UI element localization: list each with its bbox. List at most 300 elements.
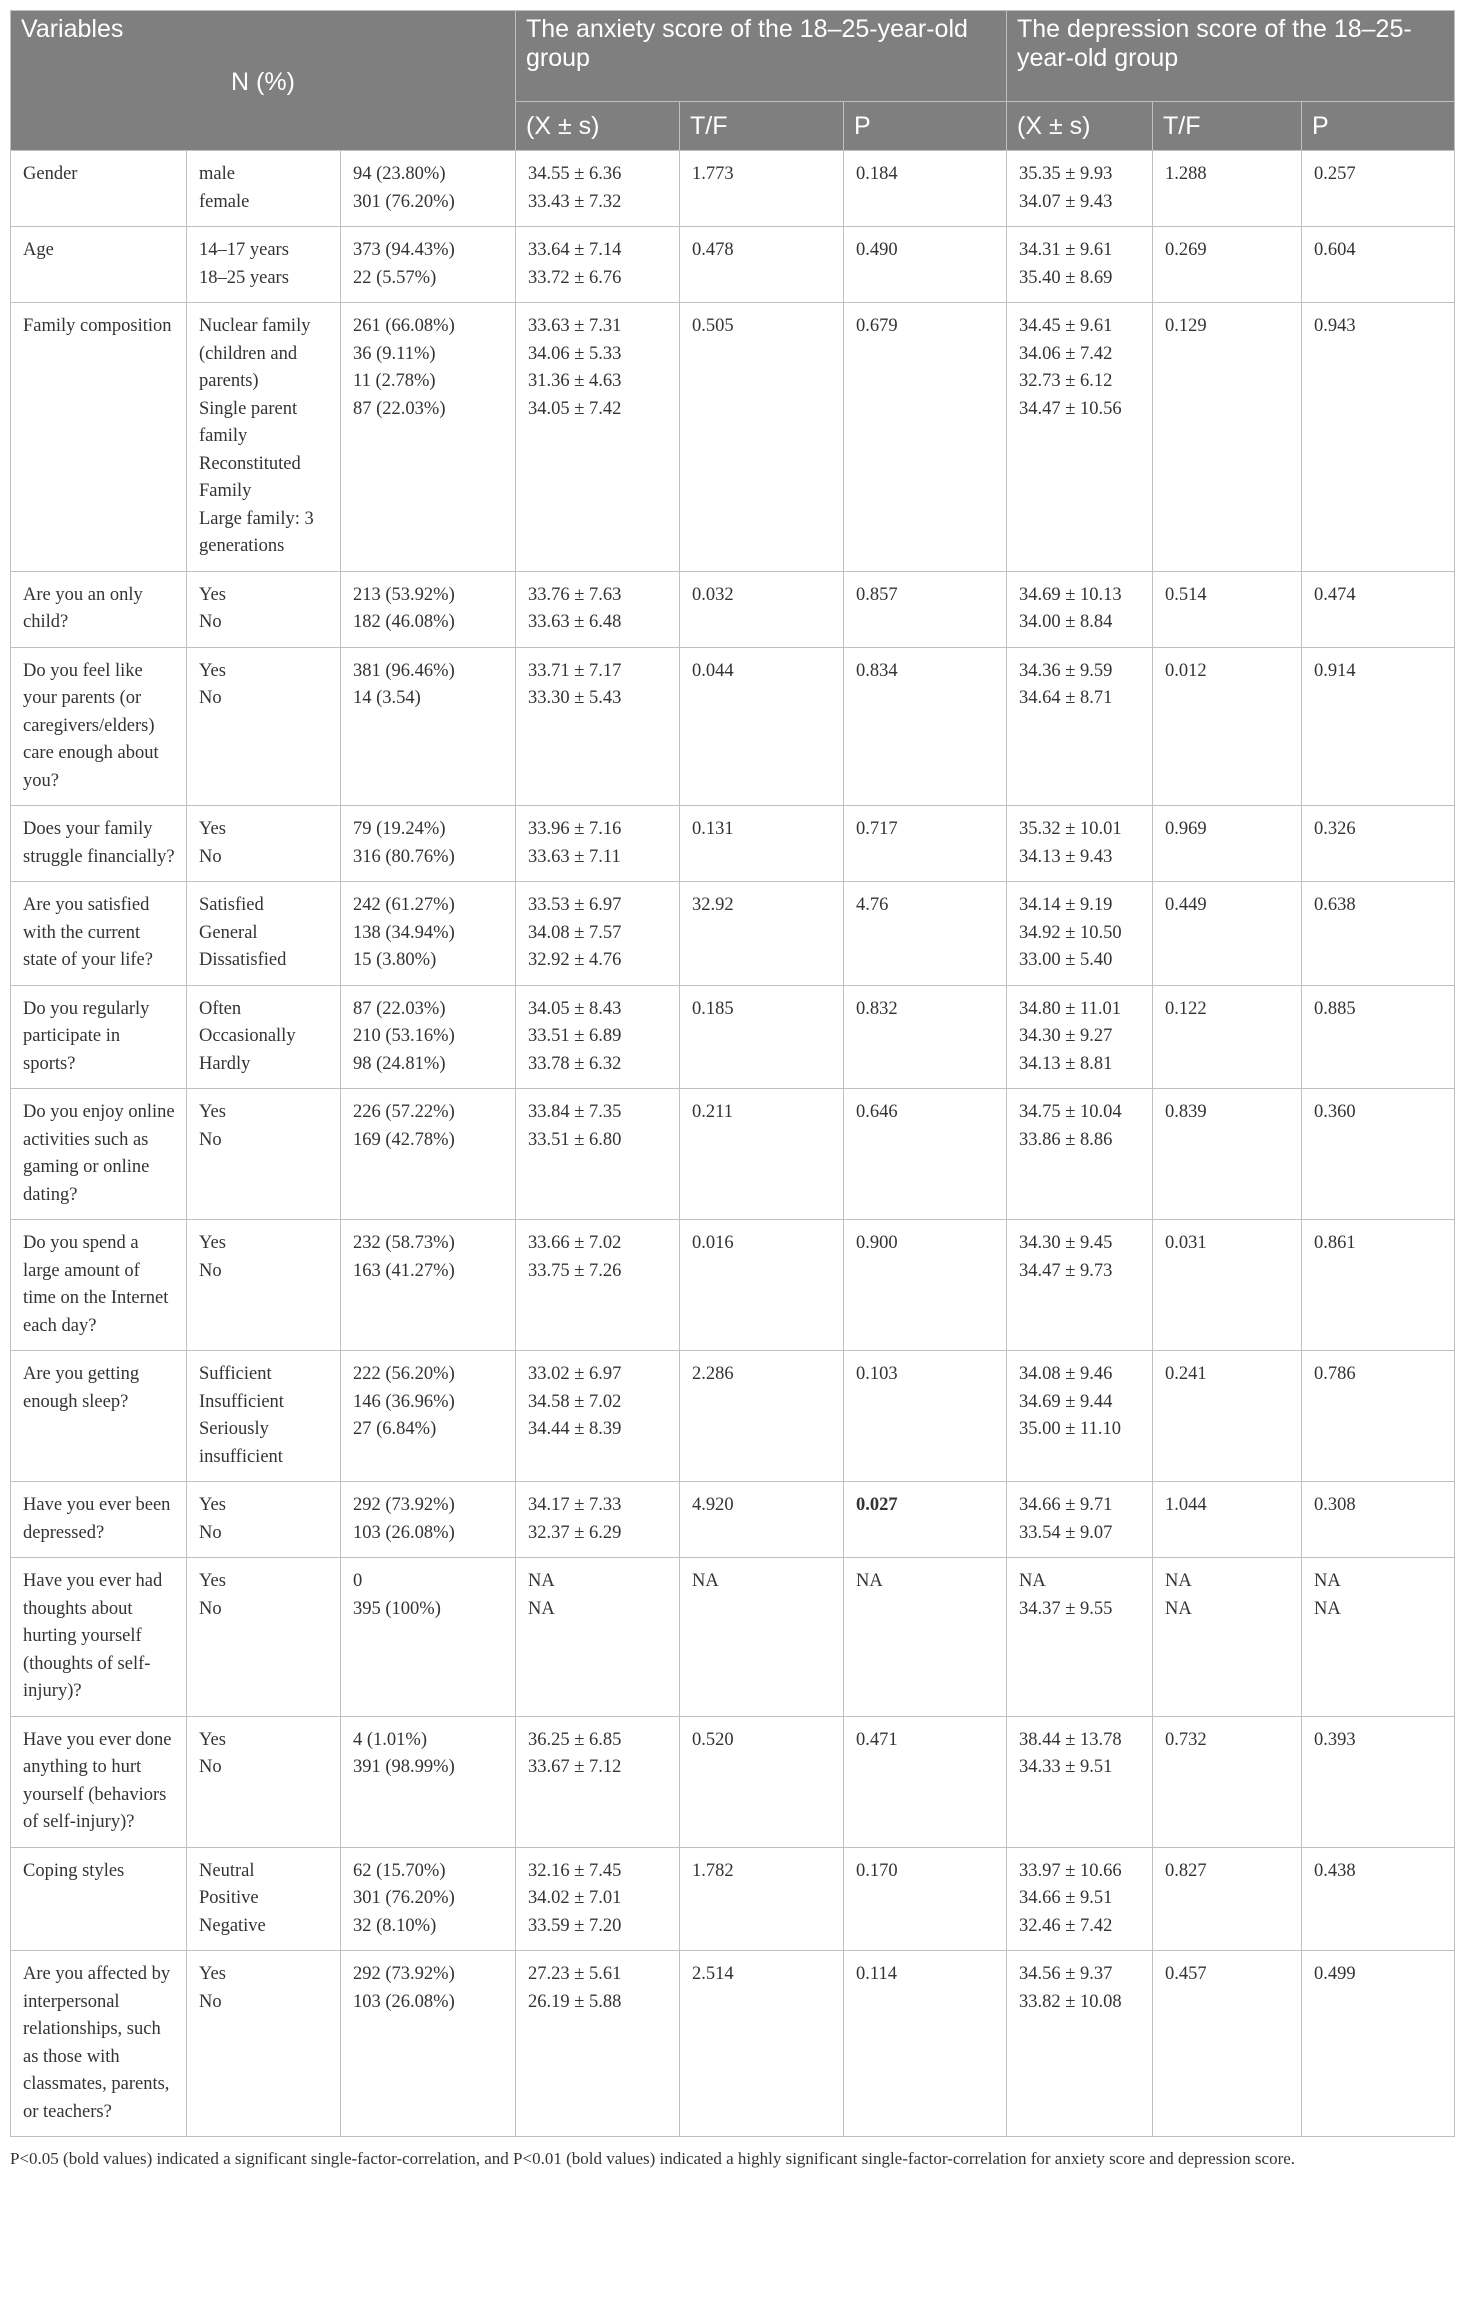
cell-n-percent-line: 14 (3.54) bbox=[353, 688, 421, 708]
cell-categories bbox=[187, 1351, 341, 1482]
cell-variable bbox=[11, 1951, 187, 2137]
cell-depression-mean-sd-line: 34.36 ± 9.59 bbox=[1019, 660, 1113, 681]
cell-anxiety-p bbox=[844, 151, 1007, 227]
cell-anxiety-tf bbox=[680, 1089, 844, 1220]
cell-depression-tf bbox=[1153, 151, 1302, 227]
cell-n-percent-line: 213 (53.92%) bbox=[353, 584, 455, 605]
table-row bbox=[11, 985, 1455, 1089]
cell-anxiety-p bbox=[844, 806, 1007, 882]
header-anxiety-tf: T/F bbox=[680, 102, 844, 151]
cell-anxiety-mean-sd-line: 33.72 ± 6.76 bbox=[528, 267, 622, 288]
cell-depression-p bbox=[1302, 1220, 1455, 1351]
cell-anxiety-mean-sd-line: 33.78 ± 6.32 bbox=[528, 1053, 622, 1074]
header-anxiety-group: The anxiety score of the 18–25-year-old group bbox=[516, 11, 1007, 102]
cell-anxiety-p bbox=[844, 303, 1007, 572]
cell-depression-p-line: NA bbox=[1314, 1598, 1341, 1619]
cell-anxiety-tf-value: 0.520 bbox=[692, 1729, 734, 1750]
header-anxiety-mean-sd: (X ± s) bbox=[516, 102, 680, 151]
cell-n-percent-line: 182 (46.08%) bbox=[353, 612, 455, 632]
cell-depression-p bbox=[1302, 647, 1455, 806]
cell-anxiety-mean-sd-line: 34.06 ± 5.33 bbox=[528, 343, 622, 364]
cell-categories bbox=[187, 806, 341, 882]
cell-depression-tf-line: NA bbox=[1165, 1598, 1192, 1619]
cell-depression-mean-sd bbox=[1007, 1847, 1153, 1951]
cell-categories-line: Yes bbox=[199, 819, 226, 839]
cell-n-percent-line: 301 (76.20%) bbox=[353, 1888, 455, 1908]
cell-anxiety-mean-sd-line: NA bbox=[528, 1571, 555, 1591]
cell-n-percent-line: 301 (76.20%) bbox=[353, 191, 455, 212]
cell-depression-mean-sd bbox=[1007, 1716, 1153, 1847]
cell-categories bbox=[187, 1089, 341, 1220]
cell-anxiety-tf bbox=[680, 985, 844, 1089]
cell-categories-line: Satisfied bbox=[199, 895, 264, 915]
cell-depression-tf-value: 0.129 bbox=[1165, 316, 1207, 336]
cell-depression-mean-sd-line: 32.73 ± 6.12 bbox=[1019, 371, 1113, 391]
cell-anxiety-p-value: 0.027 bbox=[856, 1495, 898, 1515]
cell-categories-line: Negative bbox=[199, 1915, 266, 1936]
cell-anxiety-tf bbox=[680, 227, 844, 303]
cell-depression-mean-sd-line: 34.07 ± 9.43 bbox=[1019, 191, 1113, 212]
cell-depression-tf bbox=[1153, 1089, 1302, 1220]
cell-anxiety-mean-sd-line: 32.37 ± 6.29 bbox=[528, 1522, 622, 1543]
table-row bbox=[11, 806, 1455, 882]
cell-categories-line: Hardly bbox=[199, 1053, 251, 1074]
cell-categories-line: No bbox=[199, 1129, 222, 1150]
cell-anxiety-mean-sd-line: 33.67 ± 7.12 bbox=[528, 1757, 622, 1777]
cell-anxiety-p bbox=[844, 1558, 1007, 1717]
cell-depression-tf bbox=[1153, 1351, 1302, 1482]
cell-depression-mean-sd-line: 34.13 ± 8.81 bbox=[1019, 1053, 1113, 1074]
cell-n-percent-line: 98 (24.81%) bbox=[353, 1053, 446, 1074]
cell-depression-mean-sd-line: 34.33 ± 9.51 bbox=[1019, 1757, 1113, 1777]
cell-depression-mean-sd-line: 34.69 ± 10.13 bbox=[1019, 584, 1122, 605]
cell-categories-line: No bbox=[199, 1522, 222, 1543]
cell-anxiety-p-value: 0.679 bbox=[856, 316, 898, 336]
cell-variable-value: Have you ever been depressed? bbox=[23, 1495, 171, 1543]
cell-anxiety-mean-sd-line: 33.84 ± 7.35 bbox=[528, 1102, 622, 1122]
cell-variable bbox=[11, 806, 187, 882]
cell-n-percent-line: 261 (66.08%) bbox=[353, 316, 455, 336]
cell-n-percent bbox=[341, 1847, 516, 1951]
cell-anxiety-p-value: 0.717 bbox=[856, 819, 898, 839]
cell-n-percent bbox=[341, 647, 516, 806]
cell-n-percent-line: 222 (56.20%) bbox=[353, 1364, 455, 1384]
cell-depression-mean-sd bbox=[1007, 1089, 1153, 1220]
cell-categories-line: Nuclear family (children and parents) bbox=[199, 316, 311, 391]
cell-variable-value: Do you feel like your parents (or caregivers/elders) care enough about you? bbox=[23, 660, 159, 791]
cell-categories-line: No bbox=[199, 1598, 222, 1619]
cell-anxiety-mean-sd-line: 33.63 ± 7.11 bbox=[528, 846, 621, 867]
cell-depression-p bbox=[1302, 1847, 1455, 1951]
cell-categories-line: Yes bbox=[199, 1102, 226, 1122]
cell-depression-tf bbox=[1153, 303, 1302, 572]
cell-categories-line: 18–25 years bbox=[199, 267, 289, 288]
cell-anxiety-p bbox=[844, 1847, 1007, 1951]
cell-anxiety-p bbox=[844, 1716, 1007, 1847]
cell-depression-p bbox=[1302, 303, 1455, 572]
cell-n-percent-line: 163 (41.27%) bbox=[353, 1260, 455, 1281]
cell-categories-line: No bbox=[199, 688, 222, 708]
cell-categories-line: No bbox=[199, 1260, 222, 1281]
cell-anxiety-mean-sd bbox=[516, 151, 680, 227]
cell-depression-p bbox=[1302, 985, 1455, 1089]
cell-depression-tf bbox=[1153, 647, 1302, 806]
cell-variable-value: Have you ever done anything to hurt yourself (behaviors of self-injury)? bbox=[23, 1729, 172, 1832]
cell-depression-mean-sd bbox=[1007, 1482, 1153, 1558]
cell-anxiety-mean-sd-line: 34.55 ± 6.36 bbox=[528, 164, 622, 184]
cell-anxiety-mean-sd bbox=[516, 882, 680, 986]
cell-variable bbox=[11, 1089, 187, 1220]
cell-anxiety-tf-value: 0.185 bbox=[692, 998, 734, 1019]
cell-anxiety-mean-sd-line: 36.25 ± 6.85 bbox=[528, 1729, 622, 1750]
cell-anxiety-mean-sd bbox=[516, 1220, 680, 1351]
cell-categories-line: Yes bbox=[199, 660, 226, 681]
header-depression-p: P bbox=[1302, 102, 1455, 151]
cell-anxiety-tf-value: 2.514 bbox=[692, 1964, 734, 1984]
cell-variable-value: Do you enjoy online activities such as gaming or online dating? bbox=[23, 1102, 175, 1205]
cell-categories bbox=[187, 151, 341, 227]
header-variables bbox=[11, 11, 516, 151]
cell-anxiety-tf bbox=[680, 1482, 844, 1558]
cell-categories-line: No bbox=[199, 612, 222, 632]
cell-depression-p bbox=[1302, 151, 1455, 227]
cell-depression-mean-sd-line: 33.82 ± 10.08 bbox=[1019, 1991, 1122, 2012]
cell-n-percent bbox=[341, 806, 516, 882]
table-row bbox=[11, 571, 1455, 647]
table-row bbox=[11, 1951, 1455, 2137]
cell-anxiety-p bbox=[844, 882, 1007, 986]
cell-categories-line: Sufficient bbox=[199, 1364, 272, 1384]
cell-categories-line: General bbox=[199, 922, 258, 943]
cell-anxiety-tf-value: 0.131 bbox=[692, 819, 734, 839]
cell-n-percent-line: 232 (58.73%) bbox=[353, 1233, 455, 1253]
cell-depression-tf-value: 0.012 bbox=[1165, 660, 1207, 681]
cell-depression-p-value: 0.438 bbox=[1314, 1860, 1356, 1881]
cell-n-percent bbox=[341, 1558, 516, 1717]
cell-depression-p-value: 0.257 bbox=[1314, 164, 1356, 184]
cell-n-percent-line: 36 (9.11%) bbox=[353, 343, 436, 364]
cell-anxiety-p-value: 0.184 bbox=[856, 164, 898, 184]
cell-depression-mean-sd-line: 34.31 ± 9.61 bbox=[1019, 240, 1113, 260]
cell-variable-value: Are you getting enough sleep? bbox=[23, 1364, 140, 1412]
cell-depression-tf-value: 0.241 bbox=[1165, 1364, 1207, 1384]
cell-depression-p-value: 0.914 bbox=[1314, 660, 1356, 681]
cell-n-percent-line: 32 (8.10%) bbox=[353, 1915, 437, 1936]
cell-depression-p-value: 0.943 bbox=[1314, 316, 1356, 336]
cell-depression-mean-sd-line: 35.35 ± 9.93 bbox=[1019, 164, 1113, 184]
cell-anxiety-tf-value: 0.211 bbox=[692, 1102, 733, 1122]
cell-anxiety-tf bbox=[680, 1847, 844, 1951]
cell-anxiety-p-value: NA bbox=[856, 1571, 883, 1591]
header-anxiety-p: P bbox=[844, 102, 1007, 151]
cell-depression-p bbox=[1302, 1482, 1455, 1558]
cell-depression-tf-value: 0.827 bbox=[1165, 1860, 1207, 1881]
cell-n-percent-line: 242 (61.27%) bbox=[353, 895, 455, 915]
cell-n-percent bbox=[341, 1951, 516, 2137]
cell-anxiety-tf-value: 0.044 bbox=[692, 660, 734, 681]
cell-categories-line: Positive bbox=[199, 1888, 259, 1908]
cell-depression-p-value: 0.474 bbox=[1314, 584, 1356, 605]
cell-variable bbox=[11, 151, 187, 227]
cell-n-percent-line: 226 (57.22%) bbox=[353, 1102, 455, 1122]
header-depression-tf: T/F bbox=[1153, 102, 1302, 151]
cell-categories-line: 14–17 years bbox=[199, 240, 289, 260]
cell-n-percent-line: 381 (96.46%) bbox=[353, 660, 455, 681]
cell-n-percent bbox=[341, 1351, 516, 1482]
cell-anxiety-mean-sd-line: 32.92 ± 4.76 bbox=[528, 950, 622, 970]
cell-n-percent bbox=[341, 985, 516, 1089]
cell-n-percent bbox=[341, 571, 516, 647]
cell-depression-mean-sd bbox=[1007, 1951, 1153, 2137]
cell-depression-mean-sd bbox=[1007, 303, 1153, 572]
cell-anxiety-tf-value: 4.920 bbox=[692, 1495, 734, 1515]
cell-anxiety-p bbox=[844, 647, 1007, 806]
cell-anxiety-tf-value: 0.478 bbox=[692, 240, 734, 260]
header-variables-label: Variables bbox=[21, 15, 124, 43]
cell-anxiety-tf bbox=[680, 1716, 844, 1847]
cell-categories bbox=[187, 571, 341, 647]
cell-depression-mean-sd bbox=[1007, 571, 1153, 647]
cell-depression-mean-sd-line: 34.00 ± 8.84 bbox=[1019, 612, 1113, 632]
cell-depression-mean-sd-line: 34.47 ± 9.73 bbox=[1019, 1260, 1113, 1281]
cell-anxiety-mean-sd-line: 34.08 ± 7.57 bbox=[528, 922, 622, 943]
cell-anxiety-mean-sd-line: 31.36 ± 4.63 bbox=[528, 371, 622, 391]
cell-anxiety-mean-sd-line: 33.02 ± 6.97 bbox=[528, 1364, 622, 1384]
cell-depression-mean-sd-line: 33.86 ± 8.86 bbox=[1019, 1129, 1113, 1150]
cell-anxiety-p bbox=[844, 1351, 1007, 1482]
cell-anxiety-p bbox=[844, 985, 1007, 1089]
cell-categories bbox=[187, 1716, 341, 1847]
cell-depression-mean-sd-line: 35.40 ± 8.69 bbox=[1019, 267, 1113, 288]
cell-depression-mean-sd bbox=[1007, 647, 1153, 806]
cell-depression-mean-sd bbox=[1007, 151, 1153, 227]
cell-n-percent-line: 169 (42.78%) bbox=[353, 1129, 455, 1150]
cell-depression-tf-value: 0.269 bbox=[1165, 240, 1207, 260]
cell-variable bbox=[11, 1351, 187, 1482]
cell-variable bbox=[11, 227, 187, 303]
cell-depression-p-value: 0.308 bbox=[1314, 1495, 1356, 1515]
table-row bbox=[11, 1716, 1455, 1847]
cell-anxiety-tf bbox=[680, 806, 844, 882]
cell-depression-tf bbox=[1153, 1482, 1302, 1558]
cell-categories bbox=[187, 227, 341, 303]
cell-depression-mean-sd bbox=[1007, 1351, 1153, 1482]
cell-depression-mean-sd-line: 38.44 ± 13.78 bbox=[1019, 1729, 1122, 1750]
header-depression-group: The depression score of the 18–25-year-old group bbox=[1007, 11, 1455, 102]
cell-categories-line: Often bbox=[199, 998, 242, 1019]
cell-depression-mean-sd-line: 34.30 ± 9.27 bbox=[1019, 1026, 1113, 1046]
cell-depression-tf-line: NA bbox=[1165, 1571, 1192, 1591]
cell-anxiety-tf bbox=[680, 1951, 844, 2137]
cell-depression-mean-sd-line: 34.06 ± 7.42 bbox=[1019, 343, 1113, 364]
cell-n-percent-line: 138 (34.94%) bbox=[353, 922, 455, 943]
cell-depression-tf bbox=[1153, 1847, 1302, 1951]
cell-anxiety-tf bbox=[680, 303, 844, 572]
cell-categories bbox=[187, 647, 341, 806]
cell-n-percent-line: 103 (26.08%) bbox=[353, 1522, 455, 1543]
cell-depression-mean-sd-line: 34.45 ± 9.61 bbox=[1019, 316, 1113, 336]
cell-variable-value: Coping styles bbox=[23, 1860, 125, 1881]
cell-anxiety-mean-sd-line: 33.53 ± 6.97 bbox=[528, 895, 622, 915]
cell-categories-line: Yes bbox=[199, 584, 226, 605]
cell-depression-mean-sd-line: 34.37 ± 9.55 bbox=[1019, 1598, 1113, 1619]
cell-depression-mean-sd-line: 32.46 ± 7.42 bbox=[1019, 1915, 1113, 1936]
cell-n-percent bbox=[341, 303, 516, 572]
cell-depression-mean-sd-line: 34.30 ± 9.45 bbox=[1019, 1233, 1113, 1253]
cell-variable-value: Family composition bbox=[23, 316, 172, 336]
cell-variable-value: Do you regularly participate in sports? bbox=[23, 998, 150, 1074]
cell-depression-tf bbox=[1153, 1951, 1302, 2137]
cell-anxiety-mean-sd-line: 34.58 ± 7.02 bbox=[528, 1391, 622, 1412]
cell-anxiety-p-value: 4.76 bbox=[856, 895, 889, 915]
cell-n-percent-line: 0 bbox=[353, 1571, 363, 1591]
cell-depression-p-value: 0.885 bbox=[1314, 998, 1356, 1019]
cell-depression-p-value: 0.499 bbox=[1314, 1964, 1356, 1984]
cell-depression-tf bbox=[1153, 1716, 1302, 1847]
cell-depression-mean-sd-line: 34.08 ± 9.46 bbox=[1019, 1364, 1113, 1384]
cell-anxiety-tf bbox=[680, 151, 844, 227]
cell-depression-mean-sd-line: 33.00 ± 5.40 bbox=[1019, 950, 1113, 970]
table-row bbox=[11, 1220, 1455, 1351]
cell-anxiety-p-value: 0.170 bbox=[856, 1860, 898, 1881]
cell-n-percent-line: 210 (53.16%) bbox=[353, 1026, 455, 1046]
cell-depression-mean-sd bbox=[1007, 1558, 1153, 1717]
cell-depression-tf bbox=[1153, 227, 1302, 303]
cell-depression-p bbox=[1302, 227, 1455, 303]
cell-anxiety-mean-sd bbox=[516, 647, 680, 806]
cell-depression-tf bbox=[1153, 985, 1302, 1089]
cell-categories-line: Yes bbox=[199, 1964, 226, 1984]
cell-n-percent-line: 292 (73.92%) bbox=[353, 1495, 455, 1515]
cell-categories bbox=[187, 985, 341, 1089]
cell-anxiety-p bbox=[844, 1220, 1007, 1351]
cell-categories-line: Dissatisfied bbox=[199, 950, 287, 970]
cell-anxiety-mean-sd bbox=[516, 806, 680, 882]
cell-n-percent-line: 391 (98.99%) bbox=[353, 1757, 455, 1777]
cell-depression-p-value: 0.360 bbox=[1314, 1102, 1356, 1122]
cell-anxiety-p-value: 0.900 bbox=[856, 1233, 898, 1253]
cell-depression-p bbox=[1302, 1089, 1455, 1220]
cell-categories-line: female bbox=[199, 191, 250, 212]
table-row bbox=[11, 1482, 1455, 1558]
cell-anxiety-mean-sd-line: 34.05 ± 8.43 bbox=[528, 998, 622, 1019]
cell-categories-line: Seriously insufficient bbox=[199, 1419, 283, 1467]
cell-n-percent-line: 292 (73.92%) bbox=[353, 1964, 455, 1984]
cell-depression-mean-sd-line: 34.47 ± 10.56 bbox=[1019, 398, 1122, 419]
cell-anxiety-p-value: 0.832 bbox=[856, 998, 898, 1019]
cell-categories bbox=[187, 882, 341, 986]
cell-variable-value: Do you spend a large amount of time on the Internet each day? bbox=[23, 1233, 169, 1336]
cell-anxiety-p bbox=[844, 571, 1007, 647]
cell-depression-p bbox=[1302, 571, 1455, 647]
cell-anxiety-mean-sd-line: 33.76 ± 7.63 bbox=[528, 584, 622, 605]
cell-depression-p bbox=[1302, 882, 1455, 986]
cell-depression-tf bbox=[1153, 806, 1302, 882]
cell-n-percent-line: 22 (5.57%) bbox=[353, 267, 437, 288]
cell-anxiety-tf-value: 32.92 bbox=[692, 895, 734, 915]
cell-depression-p-value: 0.604 bbox=[1314, 240, 1356, 260]
cell-variable bbox=[11, 303, 187, 572]
cell-anxiety-mean-sd bbox=[516, 1089, 680, 1220]
cell-depression-mean-sd bbox=[1007, 985, 1153, 1089]
cell-depression-mean-sd-line: 35.32 ± 10.01 bbox=[1019, 819, 1122, 839]
cell-anxiety-tf-value: 0.016 bbox=[692, 1233, 734, 1253]
cell-depression-mean-sd-line: 34.92 ± 10.50 bbox=[1019, 922, 1122, 943]
cell-depression-p-value: 0.393 bbox=[1314, 1729, 1356, 1750]
cell-depression-mean-sd-line: 34.64 ± 8.71 bbox=[1019, 688, 1113, 708]
cell-depression-mean-sd-line: 33.54 ± 9.07 bbox=[1019, 1522, 1113, 1543]
cell-anxiety-tf-value: 1.773 bbox=[692, 164, 734, 184]
cell-variable bbox=[11, 882, 187, 986]
cell-anxiety-mean-sd-line: 34.44 ± 8.39 bbox=[528, 1419, 622, 1439]
cell-categories bbox=[187, 303, 341, 572]
cell-depression-mean-sd-line: 34.14 ± 9.19 bbox=[1019, 895, 1113, 915]
cell-variable bbox=[11, 1558, 187, 1717]
cell-anxiety-mean-sd-line: 33.63 ± 6.48 bbox=[528, 612, 622, 632]
cell-anxiety-mean-sd bbox=[516, 1482, 680, 1558]
results-table bbox=[10, 10, 1455, 2137]
table-row bbox=[11, 1847, 1455, 1951]
cell-anxiety-p bbox=[844, 1951, 1007, 2137]
cell-anxiety-tf bbox=[680, 882, 844, 986]
cell-categories-line: Insufficient bbox=[199, 1391, 284, 1412]
cell-depression-tf-value: 0.122 bbox=[1165, 998, 1207, 1019]
cell-n-percent-line: 62 (15.70%) bbox=[353, 1860, 446, 1881]
cell-depression-tf-value: 0.449 bbox=[1165, 895, 1207, 915]
cell-depression-tf-value: 1.044 bbox=[1165, 1495, 1207, 1515]
cell-categories-line: Neutral bbox=[199, 1860, 255, 1881]
cell-variable bbox=[11, 985, 187, 1089]
cell-variable-value: Have you ever had thoughts about hurting yourself (thoughts of self-injury)? bbox=[23, 1571, 163, 1701]
cell-depression-mean-sd-line: 35.00 ± 11.10 bbox=[1019, 1419, 1121, 1439]
cell-depression-mean-sd-line: 33.97 ± 10.66 bbox=[1019, 1860, 1122, 1881]
cell-categories-line: Yes bbox=[199, 1571, 226, 1591]
table-container bbox=[10, 10, 1454, 2169]
cell-n-percent-line: 316 (80.76%) bbox=[353, 846, 455, 867]
cell-anxiety-mean-sd bbox=[516, 303, 680, 572]
cell-depression-mean-sd bbox=[1007, 882, 1153, 986]
cell-anxiety-mean-sd-line: 33.64 ± 7.14 bbox=[528, 240, 622, 260]
cell-anxiety-tf bbox=[680, 571, 844, 647]
table-body bbox=[11, 151, 1455, 2137]
cell-n-percent bbox=[341, 882, 516, 986]
table-row bbox=[11, 1558, 1455, 1717]
cell-anxiety-tf bbox=[680, 1351, 844, 1482]
cell-depression-mean-sd-line: NA bbox=[1019, 1571, 1046, 1591]
cell-depression-mean-sd-line: 34.66 ± 9.71 bbox=[1019, 1495, 1113, 1515]
cell-anxiety-mean-sd-line: 34.02 ± 7.01 bbox=[528, 1888, 622, 1908]
cell-categories-line: male bbox=[199, 164, 235, 184]
cell-anxiety-mean-sd-line: 32.16 ± 7.45 bbox=[528, 1860, 622, 1881]
cell-categories bbox=[187, 1558, 341, 1717]
cell-depression-tf bbox=[1153, 1558, 1302, 1717]
cell-anxiety-mean-sd-line: 33.63 ± 7.31 bbox=[528, 316, 622, 336]
cell-anxiety-mean-sd bbox=[516, 571, 680, 647]
cell-categories bbox=[187, 1951, 341, 2137]
cell-categories-line: No bbox=[199, 846, 222, 867]
cell-n-percent-line: 15 (3.80%) bbox=[353, 950, 437, 970]
cell-variable-value: Are you satisfied with the current state of your life? bbox=[23, 895, 153, 970]
cell-categories bbox=[187, 1482, 341, 1558]
cell-depression-p-value: 0.638 bbox=[1314, 895, 1356, 915]
cell-anxiety-mean-sd bbox=[516, 1558, 680, 1717]
cell-depression-mean-sd-line: 34.66 ± 9.51 bbox=[1019, 1888, 1113, 1908]
cell-variable bbox=[11, 1220, 187, 1351]
cell-anxiety-mean-sd bbox=[516, 227, 680, 303]
cell-variable bbox=[11, 1482, 187, 1558]
cell-anxiety-mean-sd-line: 33.51 ± 6.89 bbox=[528, 1026, 622, 1046]
cell-variable bbox=[11, 1716, 187, 1847]
